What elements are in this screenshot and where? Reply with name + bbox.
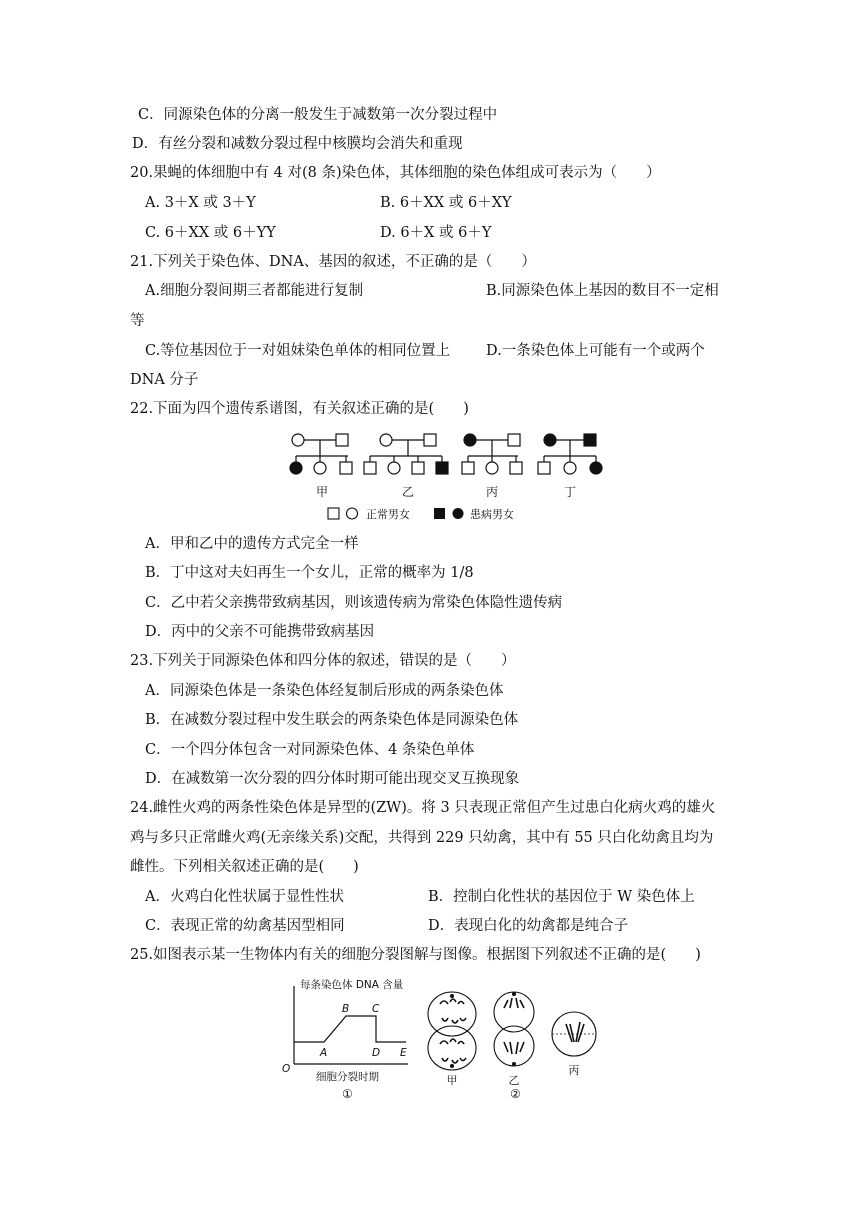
cell-yi bbox=[494, 992, 534, 1066]
dna-content-graph bbox=[294, 986, 408, 1064]
cell-jia bbox=[428, 992, 476, 1070]
pedigree-ding bbox=[538, 434, 602, 474]
q25-stem: 25.如图表示某一生物体内有关的细胞分裂图解与图像。根据图下列叙述不正确的是( ) bbox=[130, 947, 701, 963]
point-a: A bbox=[320, 1047, 328, 1059]
q23-option-a: A．同源染色体是一条染色体经复制后形成的两条染色体 bbox=[145, 683, 504, 699]
pedigree-jia bbox=[290, 434, 352, 474]
fig-label-2: ② bbox=[510, 1087, 521, 1101]
point-e: E bbox=[400, 1047, 407, 1059]
prev-option-c: C．同源染色体的分离一般发生于减数第一次分裂过程中 bbox=[138, 107, 498, 123]
q24-stem-line1: 24.雌性火鸡的两条性染色体是异型的(ZW)。将 3 只表现正常但产生过患白化病火鸡的雄火 bbox=[130, 800, 716, 816]
pedigree-bing bbox=[462, 434, 522, 474]
graph-ylabel: 每条染色体 DNA 含量 bbox=[300, 979, 404, 991]
q21-option-b: B.同源染色体上基因的数目不一定相 bbox=[486, 283, 719, 299]
q20-option-c: C. 6＋XX 或 6＋YY bbox=[145, 225, 276, 241]
q20-stem: 20.果蝇的体细胞中有 4 对(8 条)染色体，其体细胞的染色体组成可表示为（ ） bbox=[130, 165, 661, 181]
legend-affected: 患病男女 bbox=[470, 508, 514, 521]
q21-option-d-wrap: DNA 分子 bbox=[130, 372, 199, 388]
q24-stem-line2: 鸡与多只正常雌火鸡(无亲缘关系)交配，共得到 229 只幼禽，其中有 55 只白化幼禽且均为 bbox=[130, 830, 714, 846]
q24-option-a: A．火鸡白化性状属于显性性状 bbox=[145, 889, 344, 905]
q24-stem-line3: 雌性。下列相关叙述正确的是( ) bbox=[130, 859, 359, 875]
pedigree-label-ding: 丁 bbox=[563, 485, 577, 499]
pedigree-yi bbox=[364, 434, 448, 474]
cell-label-bing: 丙 bbox=[568, 1064, 580, 1077]
q23-option-c: C．一个四分体包含一对同源染色体、4 条染色单体 bbox=[145, 742, 475, 758]
q23-option-b: B．在减数分裂过程中发生联会的两条染色体是同源染色体 bbox=[145, 712, 519, 728]
q21-option-c: C.等位基因位于一对姐妹染色单体的相同位置上 bbox=[145, 343, 451, 359]
q24-option-d: D．表现白化的幼禽都是纯合子 bbox=[428, 918, 629, 934]
q22-stem: 22.下面为四个遗传系谱图，有关叙述正确的是( ) bbox=[130, 401, 469, 417]
graph-xlabel: 细胞分裂时期 bbox=[316, 1071, 379, 1083]
q21-stem: 21.下列关于染色体、DNA、基因的叙述，不正确的是（ ） bbox=[130, 254, 536, 270]
cell-label-jia: 甲 bbox=[446, 1074, 458, 1087]
cell-label-yi: 乙 bbox=[508, 1074, 520, 1087]
q24-option-c: C．表现正常的幼禽基因型相同 bbox=[145, 918, 345, 934]
pedigree-figure bbox=[280, 428, 610, 528]
pedigree-label-jia: 甲 bbox=[315, 485, 329, 499]
q22-option-a: A．甲和乙中的遗传方式完全一样 bbox=[145, 536, 359, 552]
q20-option-d: D. 6＋X 或 6＋Y bbox=[380, 225, 492, 241]
q22-option-b: B．丁中这对夫妇再生一个女儿，正常的概率为 1/8 bbox=[145, 565, 474, 581]
prev-option-d: D．有丝分裂和减数分裂过程中核膜均会消失和重现 bbox=[132, 136, 463, 152]
q20-option-a: A. 3＋X 或 3＋Y bbox=[145, 195, 256, 211]
q21-option-b-wrap: 等 bbox=[130, 313, 145, 329]
pedigree-legend bbox=[328, 507, 514, 521]
q23-option-d: D．在减数第一次分裂的四分体时期可能出现交叉互换现象 bbox=[145, 771, 520, 787]
cell-division-figure bbox=[280, 974, 610, 1104]
legend-normal: 正常男女 bbox=[366, 508, 410, 521]
point-d: D bbox=[372, 1047, 381, 1059]
q22-option-c: C．乙中若父亲携带致病基因，则该遗传病为常染色体隐性遗传病 bbox=[145, 595, 563, 611]
fig-label-1: ① bbox=[342, 1087, 353, 1101]
q22-option-d: D．丙中的父亲不可能携带致病基因 bbox=[145, 624, 375, 640]
q20-option-b: B. 6＋XX 或 6＋XY bbox=[380, 195, 512, 211]
q21-option-d: D.一条染色体上可能有一个或两个 bbox=[486, 343, 705, 359]
pedigree-label-bing: 丙 bbox=[485, 485, 499, 499]
point-c: C bbox=[372, 1003, 380, 1015]
cell-bing bbox=[552, 1012, 596, 1056]
point-b: B bbox=[342, 1003, 350, 1015]
graph-origin: O bbox=[282, 1063, 291, 1075]
pedigree-label-yi: 乙 bbox=[401, 485, 415, 499]
q23-stem: 23.下列关于同源染色体和四分体的叙述，错误的是（ ） bbox=[130, 653, 516, 669]
q24-option-b: B．控制白化性状的基因位于 W 染色体上 bbox=[428, 889, 695, 905]
q21-option-a: A.细胞分裂间期三者都能进行复制 bbox=[145, 283, 364, 299]
